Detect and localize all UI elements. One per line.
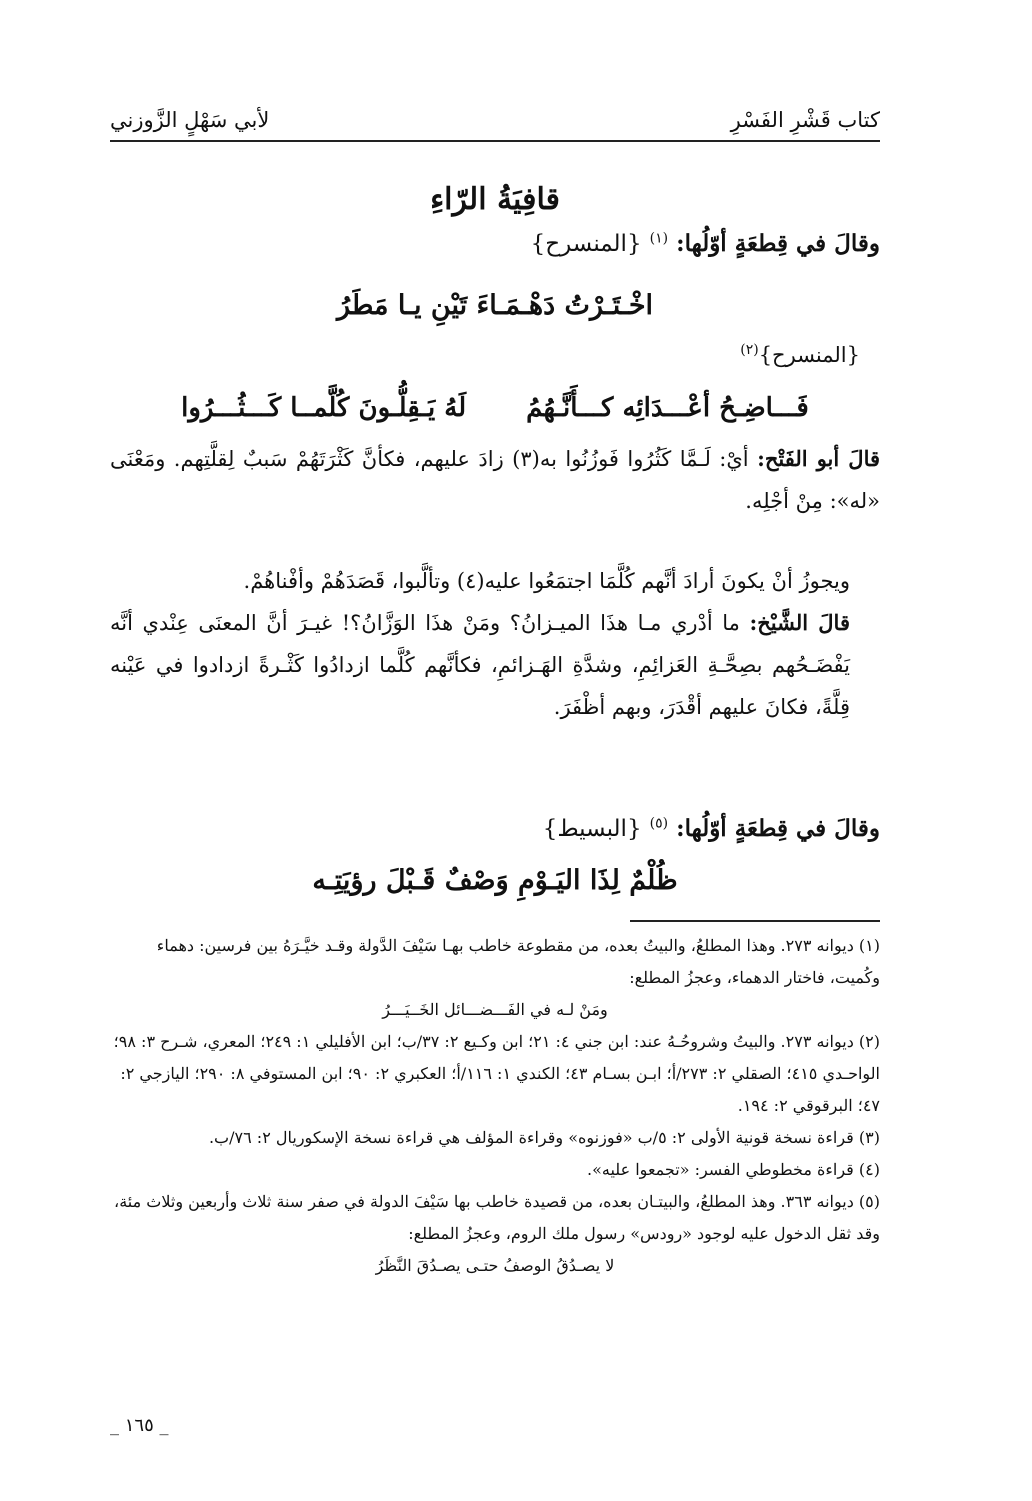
piece2-intro-text: وقالَ في قِطعَةٍ أوّلُها:: [676, 815, 880, 842]
piece1-opening-verse: اخْـتَـرْتُ دَهْـمَـاءَ تَيْنِ يـا مَطَرُ: [336, 290, 654, 321]
meter-label-2: {المنسرح}: [758, 343, 860, 367]
commentator-label: قالَ أبو الفَتْح:: [757, 446, 881, 471]
commentary-para-1: [110, 438, 880, 522]
piece1-intro-text: وقالَ في قِطعَةٍ أوّلُها:: [676, 230, 880, 257]
section-title: قافِيَةُ الرّاءِ: [430, 182, 560, 217]
footnote-5: (٥) ديوانه ٣٦٣. وهذ المطلعُ، والبيتـان بعده، من قصيدة خاطب بها سَيْفَ الدولة في صفر سنة ثلاث وأربعين وثلاث مئة، وقد ثقل الدخول عليه لوجود «رودس» رسول ملك الروم، وعجزُ المطلع:: [114, 1192, 880, 1243]
piece1-intro: [110, 230, 880, 257]
piece1-verse: [110, 393, 880, 423]
piece2-intro: [110, 815, 880, 842]
footnote-4: (٤) قراءة مخطوطي الفسر: «تجمعوا عليه».: [587, 1160, 880, 1179]
footnote-1: (١) ديوانه ٢٧٣. وهذا المطلعُ، والبيتُ بعده، من مقطوعة خاطب بهـا سَيْفَ الدَّولة وقـد خيَّـرَهُ بين فرسين: دهماء وكُميت، فاختار الدهماء، وعجزُ المطلع:: [156, 936, 880, 987]
footnote-2: (٢) ديوانه ٢٧٣. والبيتُ وشروحُـهُ عند: ابن جني ٤: ٢١؛ ابن وكـيع ٢: ٣٧/ب؛ ابن الأفليلي ١: ٢٤٩؛ المعري، شـرح ٣: ٩٨؛ الواحـدي ٤١٥؛ الصقلي ٢: ٢٧٣/أ؛ ابـن بسـام ٤٣؛ الكندي ١: ١١٦/أ؛ العكبري ٢: ٩٠؛ ابن المستوفي ٨: ٢٩٠؛ اليازجي ٢: ٤٧؛ البرقوقي ٢: ١٩٤.: [113, 1032, 880, 1115]
verse-hemistich-second: لَهُ يَـقِلُّـونَ كُلَّمــا كَـــثُـــرُوا: [181, 393, 467, 423]
commentary-text: ويجوزُ أنْ يكونَ أرادَ أنَّهم كُلَّمَا اجتمَعُوا عليه(٤) وتألَّبوا، قَصَدَهُمْ وأفْناهُمْ.: [243, 569, 850, 593]
header-rule: [110, 140, 880, 142]
meter-label: {المنسرح}: [530, 231, 642, 257]
verse-hemistich-first: فَـــاضِـحُ أعْـــدَائِه كـــأَنَّـهُمُ: [526, 393, 809, 423]
footnote-ref-5[interactable]: (٥): [649, 815, 669, 832]
footnote-5-verse: لا يصـدُقُ الوصفُ حتـى يصـدُقَ النَّظَرُ: [375, 1256, 615, 1275]
meter-label: {البسيط}: [542, 816, 642, 842]
book-title: كتاب قَشْرِ الفَسْرِ: [730, 108, 880, 132]
commentator-label: قالَ الشَّيْخ:: [749, 610, 850, 635]
author-name: لأبي سَهْلٍ الزَّوزني: [110, 108, 270, 132]
footnote-1-verse: ومَنْ لـه في الفَـــضـــائل الخَــيَـــرُ: [382, 1000, 608, 1019]
footnotes: [110, 930, 880, 1282]
footnote-ref-2[interactable]: (٢): [740, 342, 759, 358]
piece1-meter-line: [110, 342, 880, 367]
commentary-para-3: [110, 602, 880, 728]
footnote-3: (٣) قراءة نسخة قونية الأولى ٢: ٥/ب «فوزنوه» وقراءة المؤلف هي قراءة نسخة الإسكوريال ٢: ٧٦/ب.: [208, 1128, 880, 1147]
book-page: [110, 70, 880, 1450]
commentary-text: أيْ: لَـمَّا كَثُرُوا فَوزُنُوا به(٣) زادَ عليهم، فكأنَّ كَثْرَتَهُمْ سَببٌ لِقلَّتِهم. ومَعْنَى «له»: مِنْ أجْلِه.: [110, 447, 880, 513]
running-header: [110, 92, 880, 132]
footnote-ref-1[interactable]: (١): [649, 230, 669, 247]
piece2-opening-verse: ظُلْمٌ لِذَا اليَـوْمِ وَصْفٌ قَـبْلَ رؤيَتِـه: [312, 865, 678, 896]
commentary-para-2: [110, 560, 880, 602]
footnote-rule: [630, 920, 880, 922]
commentary-text: ما أدْري مـا هذَا الميـزانُ؟ ومَنْ هذَا الوَزَّانُ؟! غيـرَ أنَّ المعنَى عِنْدي أنَّه يَفْضَـحُهم بصِحَّـةِ العَزائِمِ، وشدَّةِ الهَـزائمِ، فكأنَّهم كُلَّما ازدادُوا كَثْـرةً ازدادوا في عَيْنه قِلَّةً، فكانَ عليهم أقْدَرَ، وبهم أظْفَرَ.: [110, 611, 850, 719]
page-number: _ ١٦٥ _: [110, 1415, 169, 1436]
